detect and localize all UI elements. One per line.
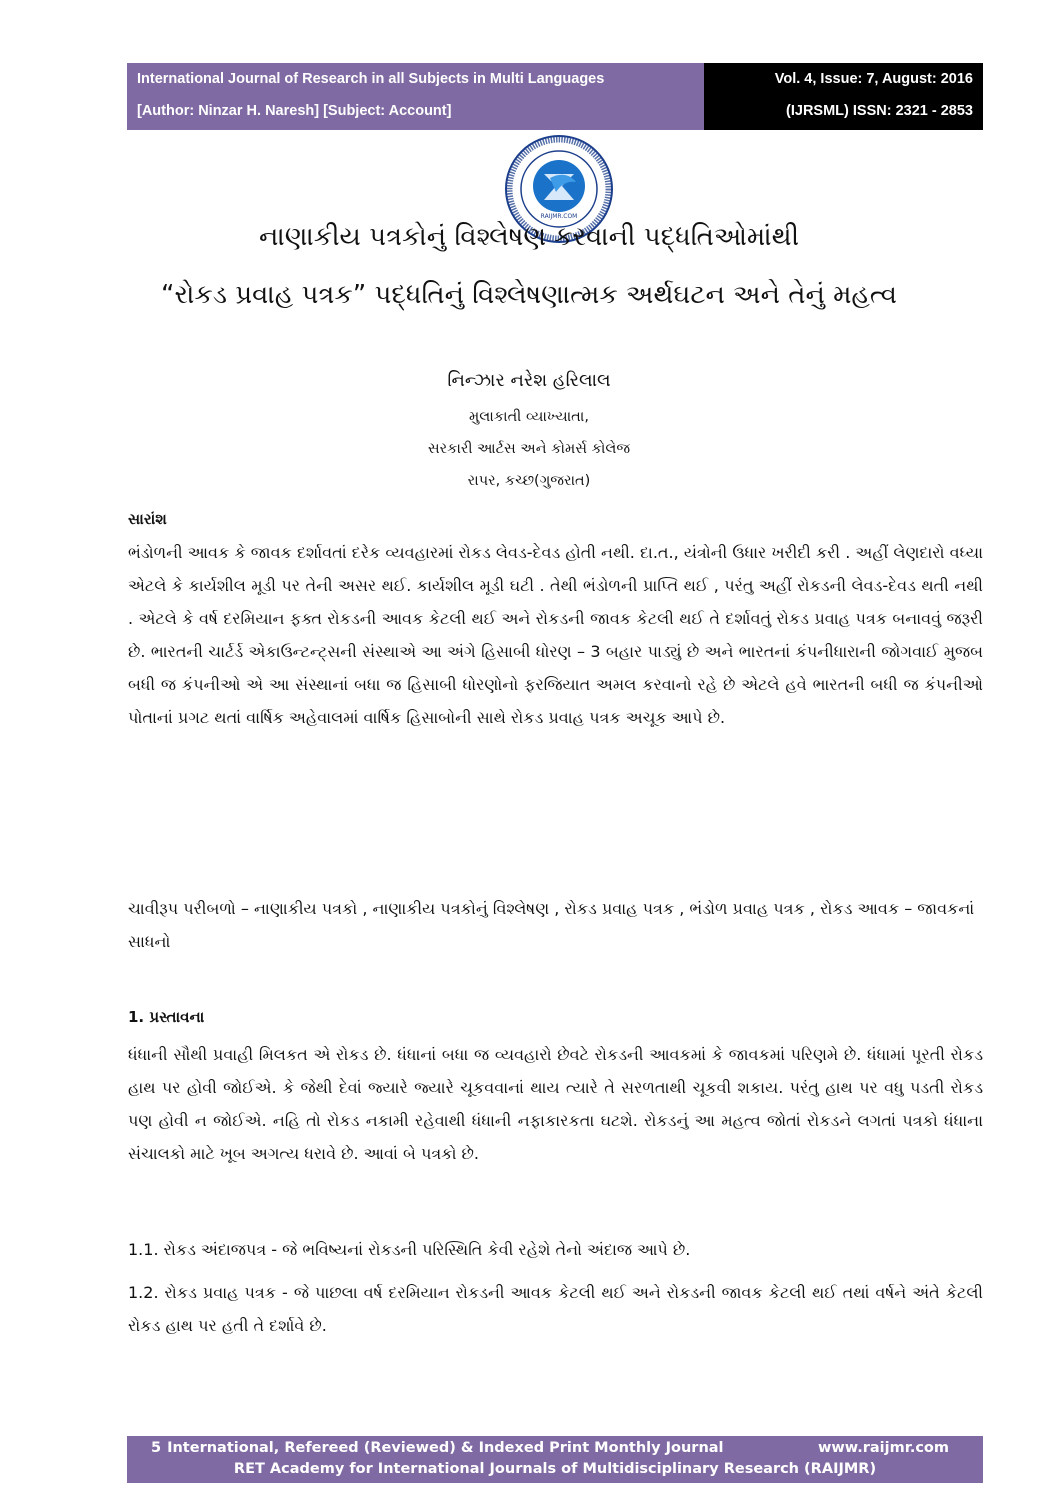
footer-journal-type: International, Refereed (Reviewed) & Indexed Print Monthly Journal: [167, 1440, 724, 1456]
author-subject: [Author: Ninzar H. Naresh] [Subject: Account]: [137, 103, 452, 119]
logo-text: RAIJMR.COM: [540, 213, 578, 220]
header-journal-band: [127, 63, 704, 130]
footer-journal-line: [151, 1440, 724, 1456]
page-number: 5: [151, 1440, 162, 1456]
issn-info: (IJRSML) ISSN: 2321 - 2853: [786, 103, 973, 119]
intro-item-1: 1.1. રોકડ અંદાજપત્ર - જે ભવિષ્યનાં રોકડની પરિસ્થિતિ કેવી રહેશે તેનો અંદાજ આપે છે.: [128, 1240, 691, 1259]
author-college: સરકારી આર્ટસ અને કોમર્સ કોલેજ: [427, 441, 631, 457]
journal-name: International Journal of Research in all Subjects in Multi Languages: [137, 71, 605, 87]
header-volume-band: [704, 63, 983, 130]
abstract-text: ભંડોળની આવક કે જાવક દર્શાવતાં દરેક વ્યવહારમાં રોકડ લેવડ-દેવડ હોતી નથી. દા.ત., યંત્રોની ઉધાર ખરીદી કરી . અહીં લેણદારો વધ્યા એટલે કે કાર્યશીલ મૂડી પર તેની અસર થઈ. કાર્યશીલ મૂડી ઘટી . તેથી ભંડોળની પ્રાપ્તિ થઈ , પરંતુ અહીં રોકડની લેવડ-દેવડ થતી નથી . એટલે કે વર્ષ દરમિયાન ફક્ત રોકડની આવક કેટલી થઈ અને રોકડની જાવક કેટલી થઈ તે દર્શાવતું રોકડ પ્રવાહ પત્રક બનાવવું જરૂરી છે. ભારતની ચાર્ટર્ડ એકાઉન્ટન્ટ્સની સંસ્થાએ આ અંગે હિસાબી ધોરણ – 3 બહાર પાડ્યું છે અને ભારતનાં કંપનીધારાની જોગવાઈ મુજબ બધી જ કંપનીઓ એ આ સંસ્થાનાં બધા જ હિસાબી ધોરણોનો ફરજિયાત અમલ કરવાનો રહે છે એટલે હવે ભારતની બધી જ કંપનીઓ પોતાનાં પ્રગટ થતાં વાર્ષિક અહેવાલમાં વાર્ષિક હિસાબોની સાથે રોકડ પ્રવાહ પત્રક અચૂક આપે છે.: [128, 543, 983, 727]
author-designation: મુલાકાતી વ્યાખ્યાતા,: [469, 409, 589, 425]
intro-text: ધંધાની સૌથી પ્રવાહી મિલકત એ રોકડ છે. ધંધાનાં બધા જ વ્યવહારો છેવટે રોકડની આવકમાં કે જાવકમાં પરિણમે છે. ધંધામાં પૂરતી રોકડ હાથ પર હોવી જોઈએ. કે જેથી દેવાં જ્યારે જ્યારે ચૂકવવાનાં થાય ત્યારે તે સરળતાથી ચૂકવી શકાય. પરંતુ હાથ પર વધુ પડતી રોકડ પણ હોવી ન જોઈએ. નહિ તો રોકડ નકામી રહેવાથી ધંધાની નફાકારકતા ઘટશે. રોકડનું આ મહત્વ જોતાં રોકડને લગતાં પત્રકો ધંધાના સંચાલકો માટે ખૂબ અગત્ય ધરાવે છે. આવાં બે પત્રકો છે.: [128, 1045, 983, 1163]
author-location: રાપર, કચ્છ(ગુજરાત): [467, 473, 591, 489]
footer-academy-line: RET Academy for International Journals of Multidisciplinary Research (RAIJMR): [233, 1461, 877, 1477]
abstract-heading: સારાંશ: [128, 510, 167, 528]
intro-item-2: 1.2. રોકડ પ્રવાહ પત્રક - જે પાછલા વર્ષ દરમિયાન રોકડની આવક કેટલી થઈ અને રોકડની જાવક કેટલી થઈ તથાં વર્ષને અંતે કેટલી રોકડ હાથ પર હતી તે દર્શાવે છે.: [128, 1283, 983, 1335]
intro-heading: 1. પ્રસ્તાવના: [128, 1008, 205, 1026]
author-name: નિન્ઝાર નરેશ હરિલાલ: [447, 370, 611, 391]
keywords-text: ચાવીરૂપ પરીબળો – નાણાકીય પત્રકો , નાણાકીય પત્રકોનું વિશ્લેષણ , રોકડ પ્રવાહ પત્રક , ભંડોળ પ્રવાહ પત્રક , રોકડ આવક – જાવકનાં સાધનો: [128, 899, 975, 951]
footer-band: [127, 1436, 983, 1483]
paper-title-line-1: નાણાકીય પત્રકોનું વિશ્લેષણ કરવાની પદ્ધતિઓમાંથી: [258, 222, 800, 252]
paper-title-line-2: “રોકડ પ્રવાહ પત્રક” પદ્ધતિનું વિશ્લેષણાત્મક અર્થઘટન અને તેનું મહત્વ: [161, 280, 897, 310]
volume-info: Vol. 4, Issue: 7, August: 2016: [774, 71, 973, 87]
footer-url-link[interactable]: www.raijmr.com: [817, 1440, 949, 1456]
